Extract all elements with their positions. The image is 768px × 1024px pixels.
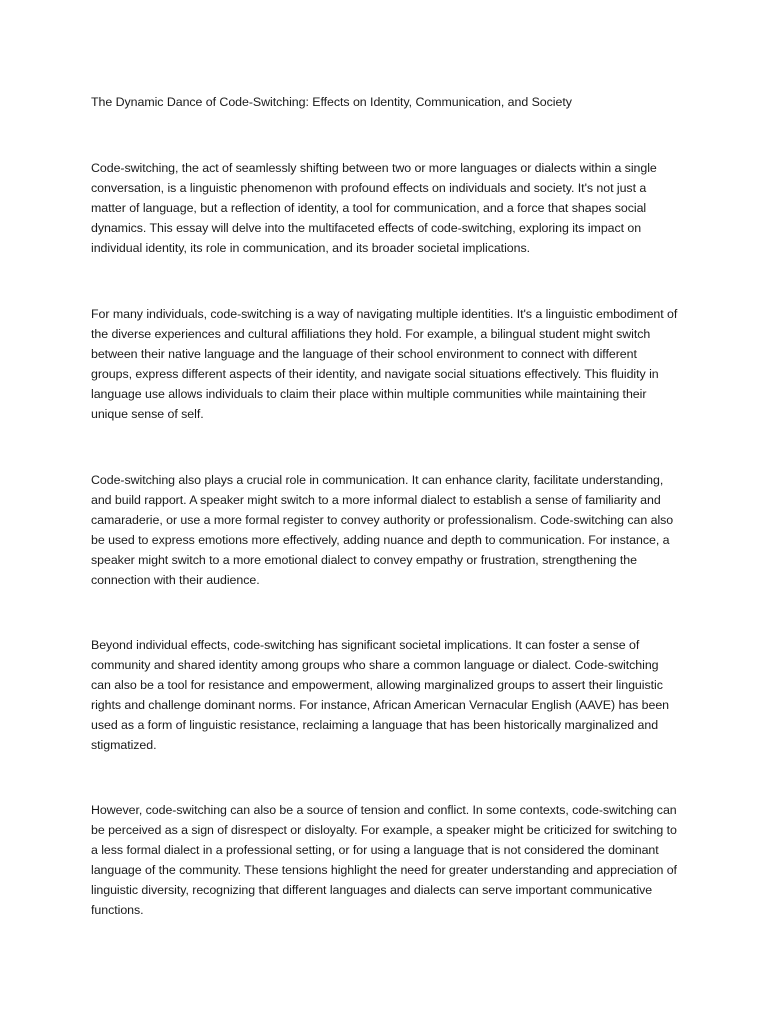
document-title: The Dynamic Dance of Code-Switching: Effects on Identity, Communication, and Society	[91, 95, 572, 109]
paragraph-societal-implications: Beyond individual effects, code-switching has significant societal implications. It can foster a sense of community and shared identity among groups who share a common language or dialect. Code-switching can also be a tool for resistance and empowerment, allowing marginalized groups to assert their linguistic rights and challenge dominant norms. For instance, African American Vernacular English (AAVE) has been used as a form of linguistic resistance, reclaiming a language that has been historically marginalized and stigmatized.	[91, 638, 670, 752]
paragraph-communication: Code-switching also plays a crucial role in communication. It can enhance clarity, facilitate understanding, and build rapport. A speaker might switch to a more informal dialect to establish a sense of familiarity and camaraderie, or use a more formal register to convey authority or professionalism. Code-switching can also be used to express emotions more effectively, adding nuance and depth to communication. For instance, a speaker might switch to a more emotional dialect to convey empathy or frustration, strengthening the connection with their audience.	[91, 473, 674, 587]
paragraph-identity: For many individuals, code-switching is a way of navigating multiple identities. It's a linguistic embodiment of the diverse experiences and cultural affiliations they hold. For example, a bilingual student might switch between their native language and the language of their school environment to connect with different groups, express different aspects of their identity, and navigate social situations effectively. This fluidity in language use allows individuals to claim their place within multiple communities while maintaining their unique sense of self.	[91, 307, 678, 421]
paragraph-introduction: Code-switching, the act of seamlessly shifting between two or more languages or dialects within a single conversation, is a linguistic phenomenon with profound effects on individuals and society. It's not just a matter of language, but a reflection of identity, a tool for communication, and a force that shapes social dynamics. This essay will delve into the multifaceted effects of code-switching, exploring its impact on individual identity, its role in communication, and its broader societal implications.	[91, 161, 657, 255]
paragraph-tension-conflict: However, code-switching can also be a source of tension and conflict. In some contexts, code-switching can be perceived as a sign of disrespect or disloyalty. For example, a speaker might be criticized for switching to a less formal dialect in a professional setting, or for using a language that is not considered the dominant language of the community. These tensions highlight the need for greater understanding and appreciation of linguistic diversity, recognizing that different languages and dialects can serve important communicative functions.	[91, 803, 677, 917]
